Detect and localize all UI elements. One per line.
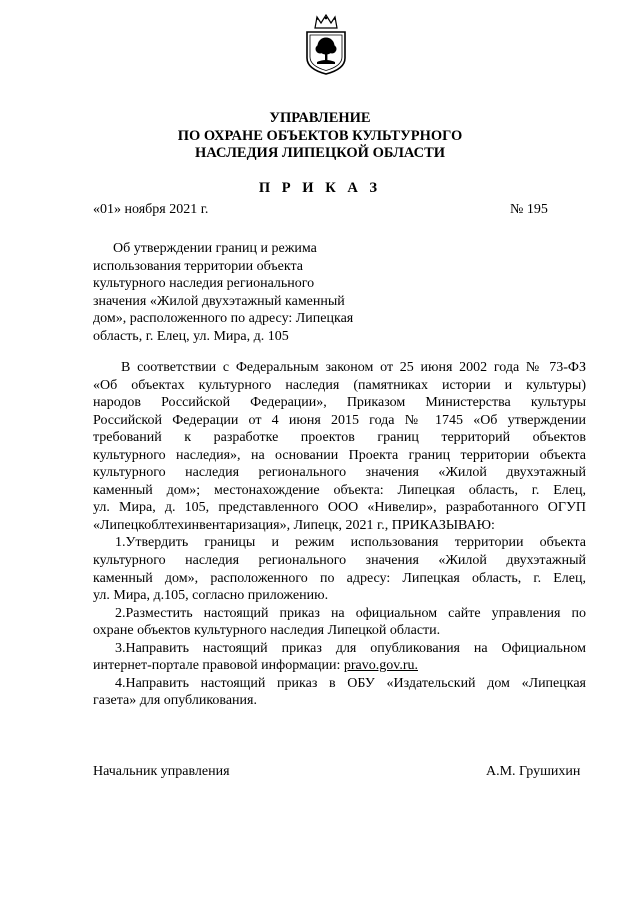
- body-line: охране объектов культурного наследия Липецкой области.: [93, 623, 441, 639]
- subject-line: использования территории объекта: [93, 258, 303, 274]
- body-line: народов Российской Федерации», Приказом Министерства культуры: [93, 395, 586, 411]
- body-line: культурного наследия регионального значения «Жилой двухэтажный: [93, 553, 586, 569]
- order-subject: [93, 240, 393, 345]
- org-name-line-3: НАСЛЕДИЯ ЛИПЕЦКОЙ ОБЛАСТИ: [194, 145, 446, 161]
- order-item-4: 4.Направить настоящий приказ в ОБУ «Издательский дом «Липецкая: [115, 675, 586, 691]
- body-line: «Липецкоблтехинвентаризация», Липецк, 2021 г., ПРИКАЗЫВАЮ:: [93, 517, 495, 533]
- subject-line: область, г. Елец, ул. Мира, д. 105: [93, 328, 289, 344]
- body-line: требований к разработке проектов границ территорий объектов: [93, 430, 586, 446]
- org-name-line-1: УПРАВЛЕНИЕ: [269, 110, 371, 126]
- order-item-1: 1.Утвердить границы и режим использования территории объекта: [115, 535, 586, 551]
- signatory-position: Начальник управления: [93, 764, 230, 779]
- subject-line: значения «Жилой двухэтажный каменный: [93, 293, 345, 309]
- body-line-with-link: [93, 657, 586, 675]
- order-body: [93, 359, 586, 710]
- body-line: газета» для опубликования.: [93, 693, 257, 709]
- body-line: «Об объектах культурного наследия (памятниках истории и культуры): [93, 377, 586, 393]
- signatory-name: А.М. Грушихин: [486, 764, 581, 779]
- body-line: ул. Мира, д. 105, представленного ООО «Нивелир», разработанного ОГУП: [93, 500, 586, 516]
- body-line: каменный дом», расположенного по адресу: Липецкая область, г. Елец,: [93, 570, 586, 586]
- body-line: каменный дом»; местонахождение объекта: Липецкая область, г. Елец,: [93, 482, 586, 498]
- body-line: культурного наследия», на основании Проекта границ территории объекта: [93, 447, 586, 463]
- order-number: № 195: [510, 202, 548, 217]
- subject-line: культурного наследия регионального: [93, 276, 315, 291]
- document-title: П Р И К А З: [258, 180, 382, 196]
- subject-line: дом», расположенного по адресу: Липецкая: [93, 311, 354, 326]
- body-line: В соответствии с Федеральным законом от 25 июня 2002 года № 73-ФЗ: [121, 360, 586, 375]
- body-line: Российской Федерации от 4 июня 2015 года № 1745 «Об утверждении: [93, 412, 586, 428]
- pravo-gov-link[interactable]: pravo.gov.ru.: [343, 658, 418, 674]
- order-item-2: 2.Разместить настоящий приказ на официальном сайте управления по: [115, 605, 586, 621]
- body-line: ул. Мира, д.105, согласно приложению.: [93, 588, 329, 604]
- order-date: «01» ноября 2021 г.: [93, 202, 209, 217]
- coat-of-arms-emblem: [303, 14, 349, 76]
- subject-line: Об утверждении границ и режима: [113, 241, 317, 256]
- body-line: культурного наследия регионального значения «Жилой двухэтажный: [93, 465, 586, 481]
- org-name-line-2: ПО ОХРАНЕ ОБЪЕКТОВ КУЛЬТУРНОГО: [177, 128, 463, 144]
- body-line: интернет-портале правовой информации:: [93, 658, 344, 674]
- order-item-3: 3.Направить настоящий приказ для опубликования на Официальном: [115, 640, 586, 656]
